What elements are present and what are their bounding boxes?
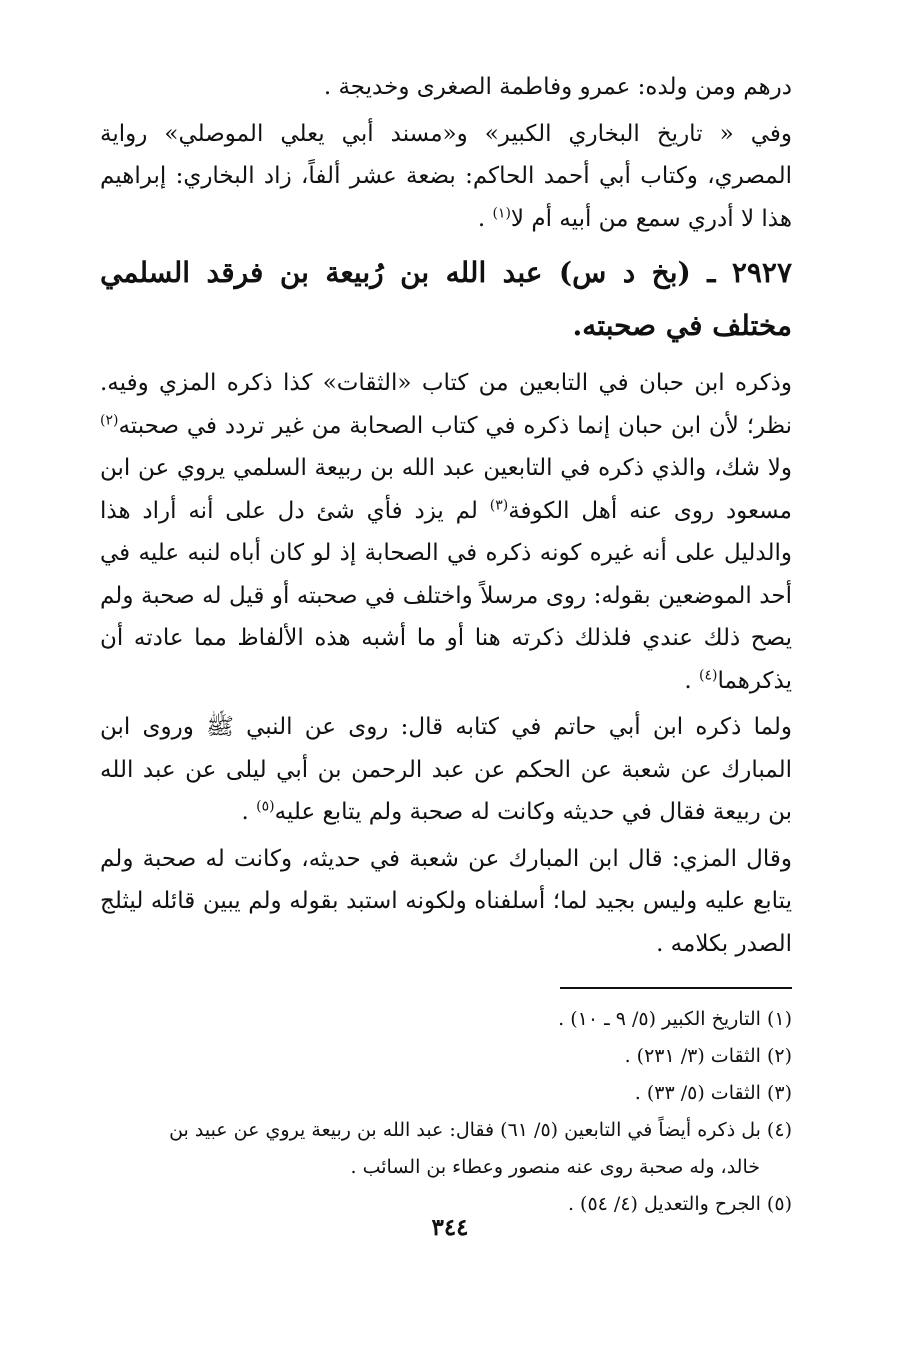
footnote-ref-3: (٣) [489, 496, 509, 513]
paragraph-3-text-a: وذكره ابن حبان في التابعين من كتاب «الثقات» كذا ذكره المزي وفيه. نظر؛ لأن ابن حبان إنما ذكره في كتاب الصحابة من غير تردد في صحبته [100, 370, 792, 439]
paragraph-5: وقال المزي: قال ابن المبارك عن شعبة في حديثه، وكانت له صحبة ولم يتابع عليه وليس بجيد لما؛ أسلفناه ولكونه استبد بقوله ولم يبين قائله ليثلج الصدر بكلامه . [100, 845, 792, 957]
footnotes [100, 1001, 792, 1223]
paragraph-4-text: ولما ذكره ابن أبي حاتم في كتابه قال: روى عن النبي ﷺ وروى ابن المبارك عن شعبة عن الحكم عن عبد الرحمن بن أبي ليلى عن عبد الله بن ربيعة فقال في حديثه وكانت له صحبة ولم يتابع عليه [100, 714, 792, 825]
paragraph-3-text-b: ولا شك، والذي ذكره في التابعين عبد الله بن ربيعة السلمي يروي عن ابن مسعود روى عنه أهل الكوفة [100, 455, 792, 524]
entry-heading: ٢٩٢٧ ـ (بخ د س) عبد الله بن رُبيعة بن فرقد السلمي مختلف في صحبته. [100, 256, 792, 342]
paragraph-2-end: . [477, 205, 493, 232]
paragraph-3 [100, 362, 792, 702]
footnote-4-continuation: خالد، وله صحبة روى عنه منصور وعطاء بن السائب . [350, 1156, 760, 1178]
footnote-5: (٥) الجرح والتعديل (٤/ ٥٤) . [567, 1193, 792, 1215]
paragraph-3-text-c: لم يزد فأي شئ دل على أنه أراد هذا والدليل على أنه غيره كونه ذكره في الصحابة إذ لو كان أباه لنبه عليه في أحد الموضعين بقوله: روى مرسلاً واختلف في صحبته أو قيل له صحبة ولم يصح ذلك عندي فلذلك ذكرته هنا أو ما أشبه هذه الألفاظ مما عادته أن يذكرهما [100, 497, 792, 694]
footnote-ref-4: (٤) [698, 666, 718, 683]
footnote-1: (١) التاريخ الكبير (٥/ ٩ ـ ١٠) . [558, 1008, 792, 1030]
paragraph-4-end: . [241, 799, 257, 825]
footnote-ref-1: (١) [492, 204, 511, 221]
page-number: ٣٤٤ [431, 1214, 469, 1241]
paragraph-2-text: وفي « تاريخ البخاري الكبير» و«مسند أبي يعلي الموصلي» رواية المصري، وكتاب أبي أحمد الحاكم: بضعة عشر ألفاً، زاد البخاري: إبراهيم هذا لا أدري سمع من أبيه أم لا [100, 120, 792, 232]
paragraph-4 [100, 706, 792, 834]
footnote-ref-5: (٥) [256, 798, 275, 815]
footnote-4: (٤) بل ذكره أيضاً في التابعين (٥/ ٦١) فقال: عبد الله بن ربيعة يروي عن عبيد بن [169, 1119, 792, 1141]
footnote-2: (٢) الثقات (٣/ ٢٣١) . [624, 1045, 792, 1067]
footnote-divider [560, 987, 792, 989]
paragraph-1: درهم ومن ولده: عمرو وفاطمة الصغرى وخديجة . [323, 74, 792, 100]
footnote-ref-2: (٢) [100, 411, 119, 428]
body-text [100, 66, 792, 965]
footnote-3: (٣) الثقات (٥/ ٣٣) . [634, 1082, 792, 1104]
paragraph-2 [100, 113, 792, 241]
paragraph-3-end: . [684, 667, 699, 694]
